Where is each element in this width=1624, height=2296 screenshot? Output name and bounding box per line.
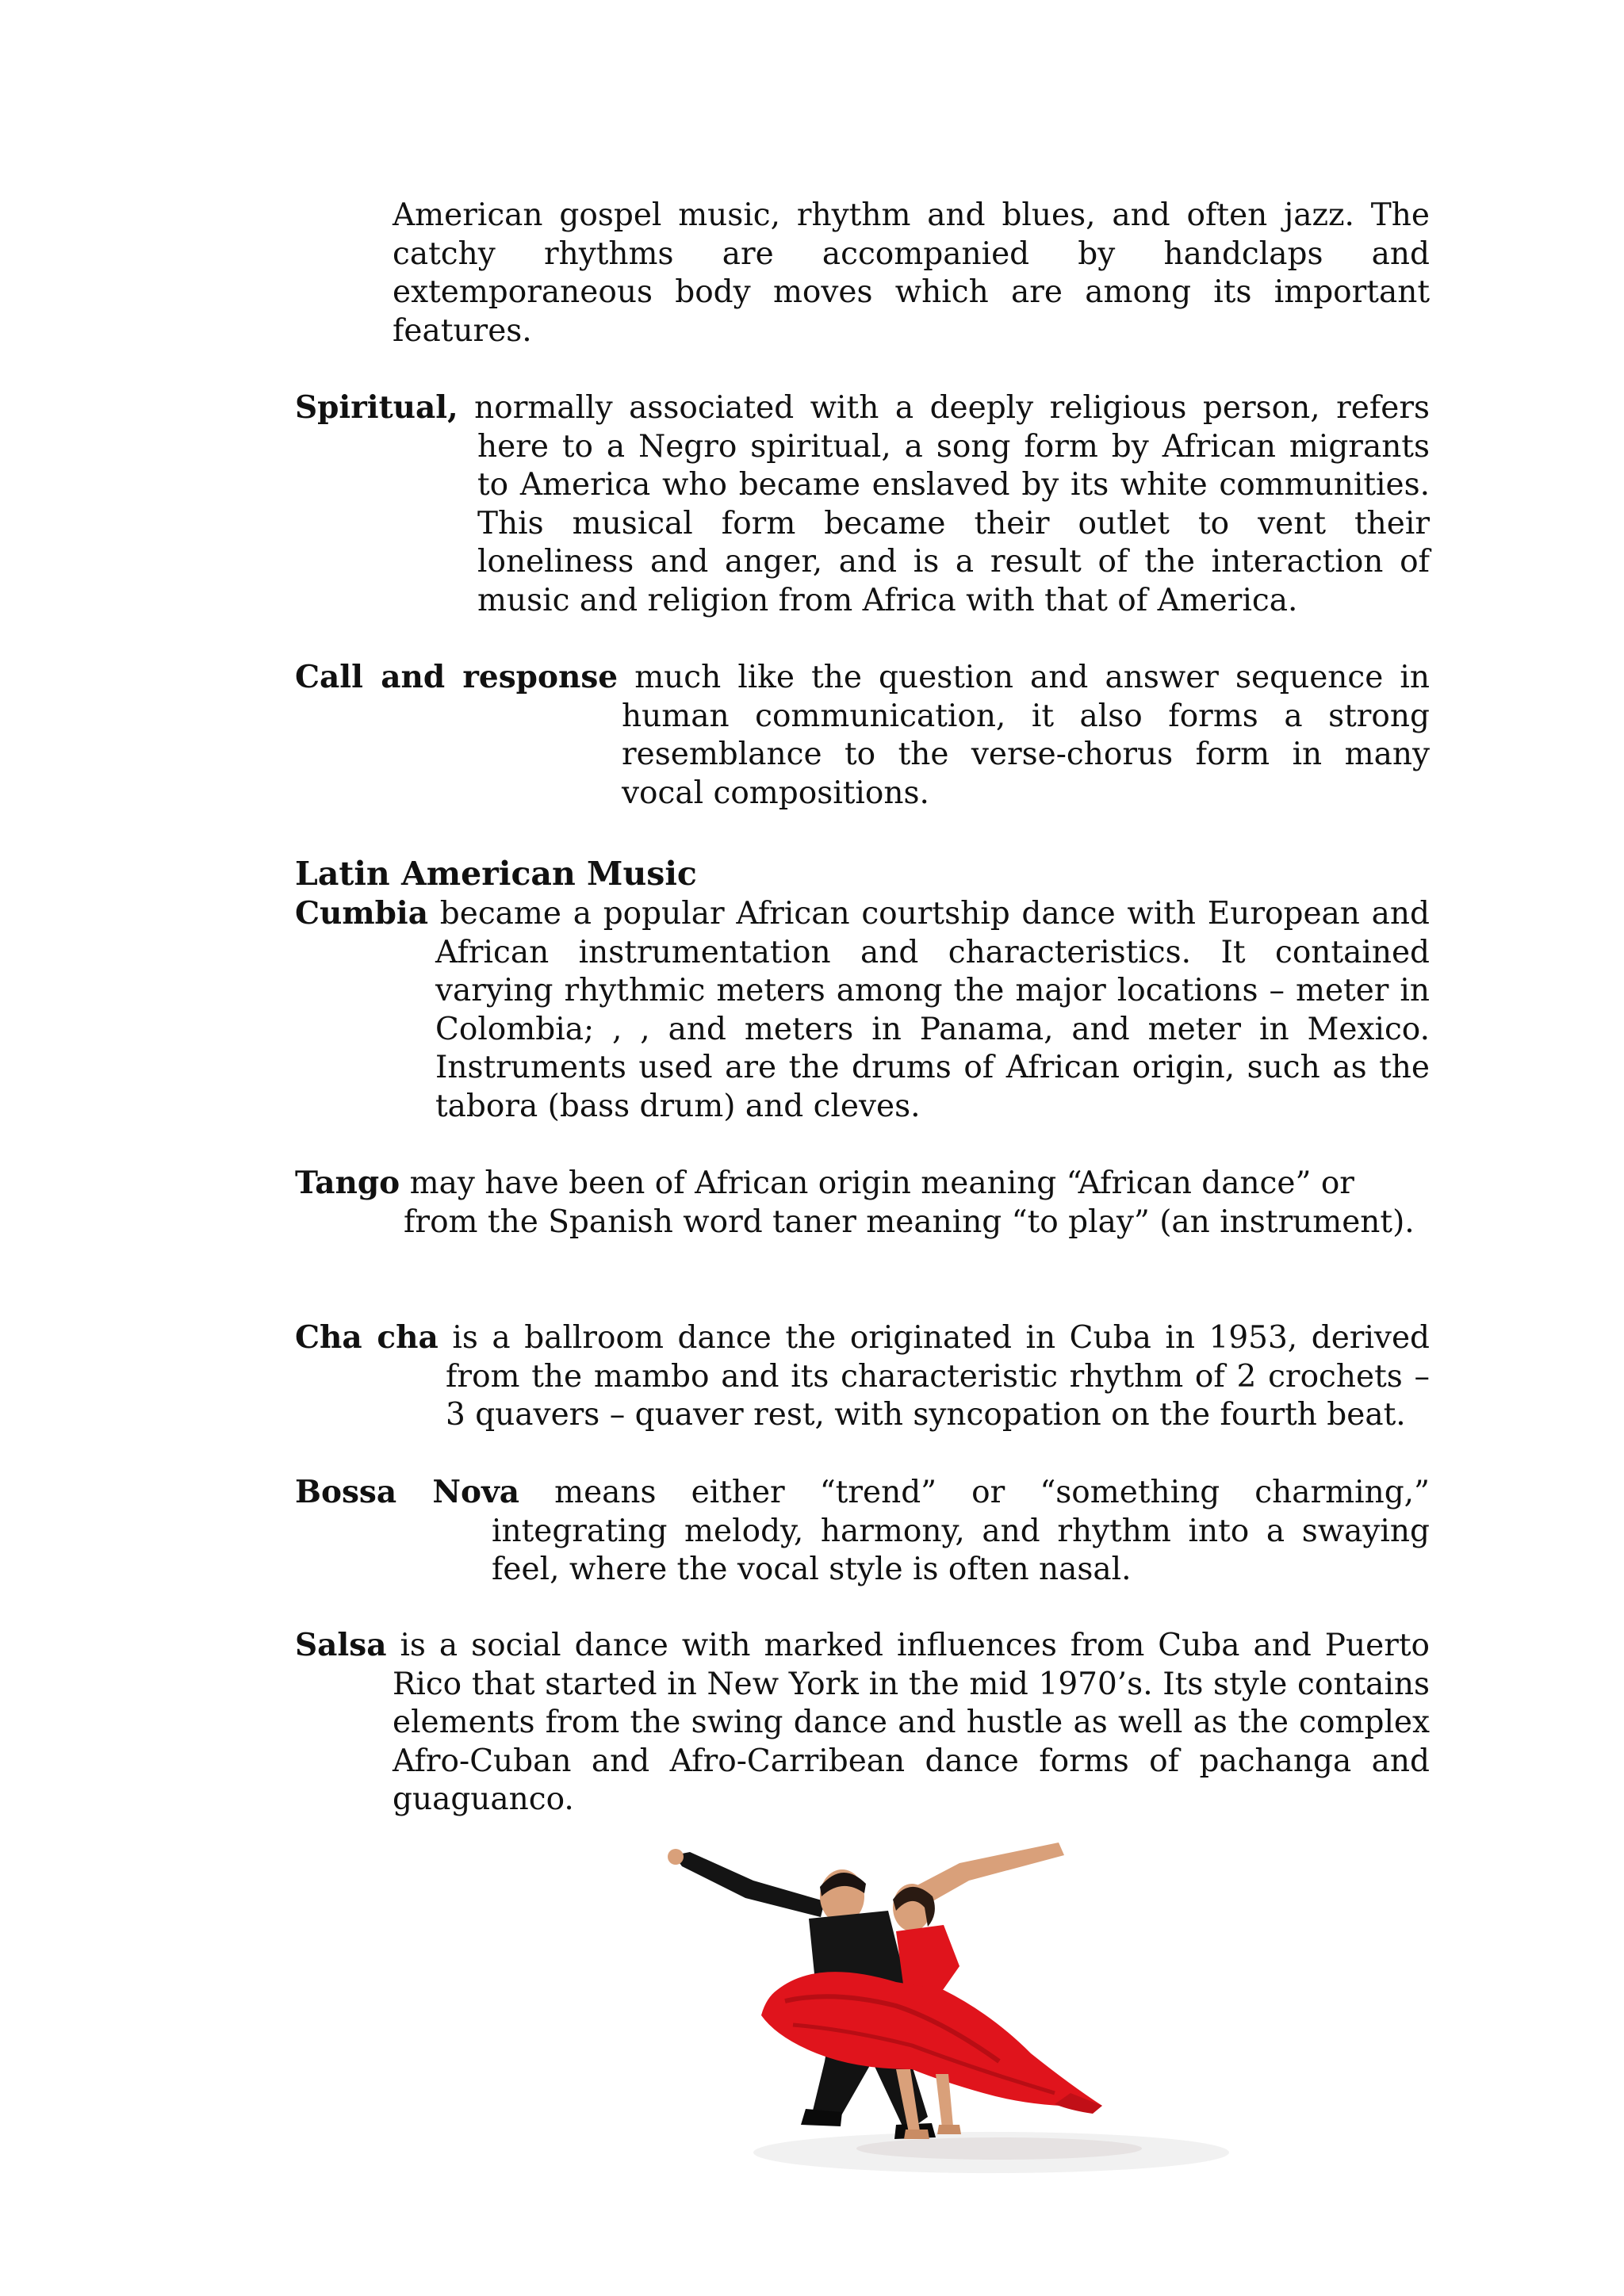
section-heading: Latin American Music (295, 855, 697, 893)
definition-spiritual: normally associated with a deeply religious person, refers here to a Negro spiritual, a song form by African migrants to America who became enslaved by its white communities. This musical form became their outlet to vent their loneliness and anger, and is a result of the interaction of music and religion from Africa with that of America. (474, 390, 1430, 618)
term-cha-cha: Cha cha (295, 1319, 439, 1356)
dancing-couple-image (658, 1831, 1277, 2180)
definition-cumbia: became a popular African courtship dance with European and African instrumentation and characteristics. It contained varying rhythmic meters among the major locations – meter in Colombia; , , and meters in Panama, and meter in Mexico. Instruments used are the drums of African origin, such as the tabora (bass drum) and cleves. (435, 896, 1430, 1124)
definition-salsa: is a social dance with marked influences from Cuba and Puerto Rico that started in New York in the mid 1970’s. Its style contains elements from the swing dance and hustle as well as the complex Afro-Cuban and Afro-Carribean dance forms of pachanga and guaguanco. (393, 1628, 1430, 1817)
entry-call-and-response (295, 658, 1430, 813)
term-spiritual: Spiritual, (295, 389, 458, 426)
entry-spiritual (295, 388, 1430, 620)
definition-bossa-nova: means either “trend” or “something charming,” integrating melody, harmony, and rhythm into a swaying feel, where the vocal style is often nasal. (492, 1475, 1430, 1587)
entry-bossa-nova (295, 1473, 1430, 1590)
entry-cha-cha (295, 1318, 1430, 1435)
entry-salsa (295, 1626, 1430, 1820)
term-salsa: Salsa (295, 1627, 387, 1663)
term-call-and-response: Call and response (295, 659, 619, 695)
definition-cha-cha: is a ballroom dance the originated in Cuba in 1953, derived from the mambo and its characteristic rhythm of 2 crochets – 3 quavers – quaver rest, with syncopation on the fourth beat. (446, 1320, 1431, 1433)
term-cumbia: Cumbia (295, 895, 429, 932)
continuation-paragraph: American gospel music, rhythm and blues, and often jazz. The catchy rhythms are accompanied by handclaps and extemporaneous body moves which are among its important features. (393, 197, 1430, 349)
term-bossa-nova: Bossa Nova (295, 1474, 520, 1510)
definition-call-and-response: much like the question and answer sequence in human communication, it also forms a strong resemblance to the verse-chorus form in many vocal compositions. (622, 660, 1430, 811)
term-tango: Tango (295, 1165, 400, 1201)
entry-cumbia (295, 894, 1430, 1126)
entry-tango (295, 1164, 1430, 1242)
definition-tango: may have been of African origin meaning “African dance” or from the Spanish word taner meaning “to play” (an instrument). (404, 1165, 1415, 1240)
